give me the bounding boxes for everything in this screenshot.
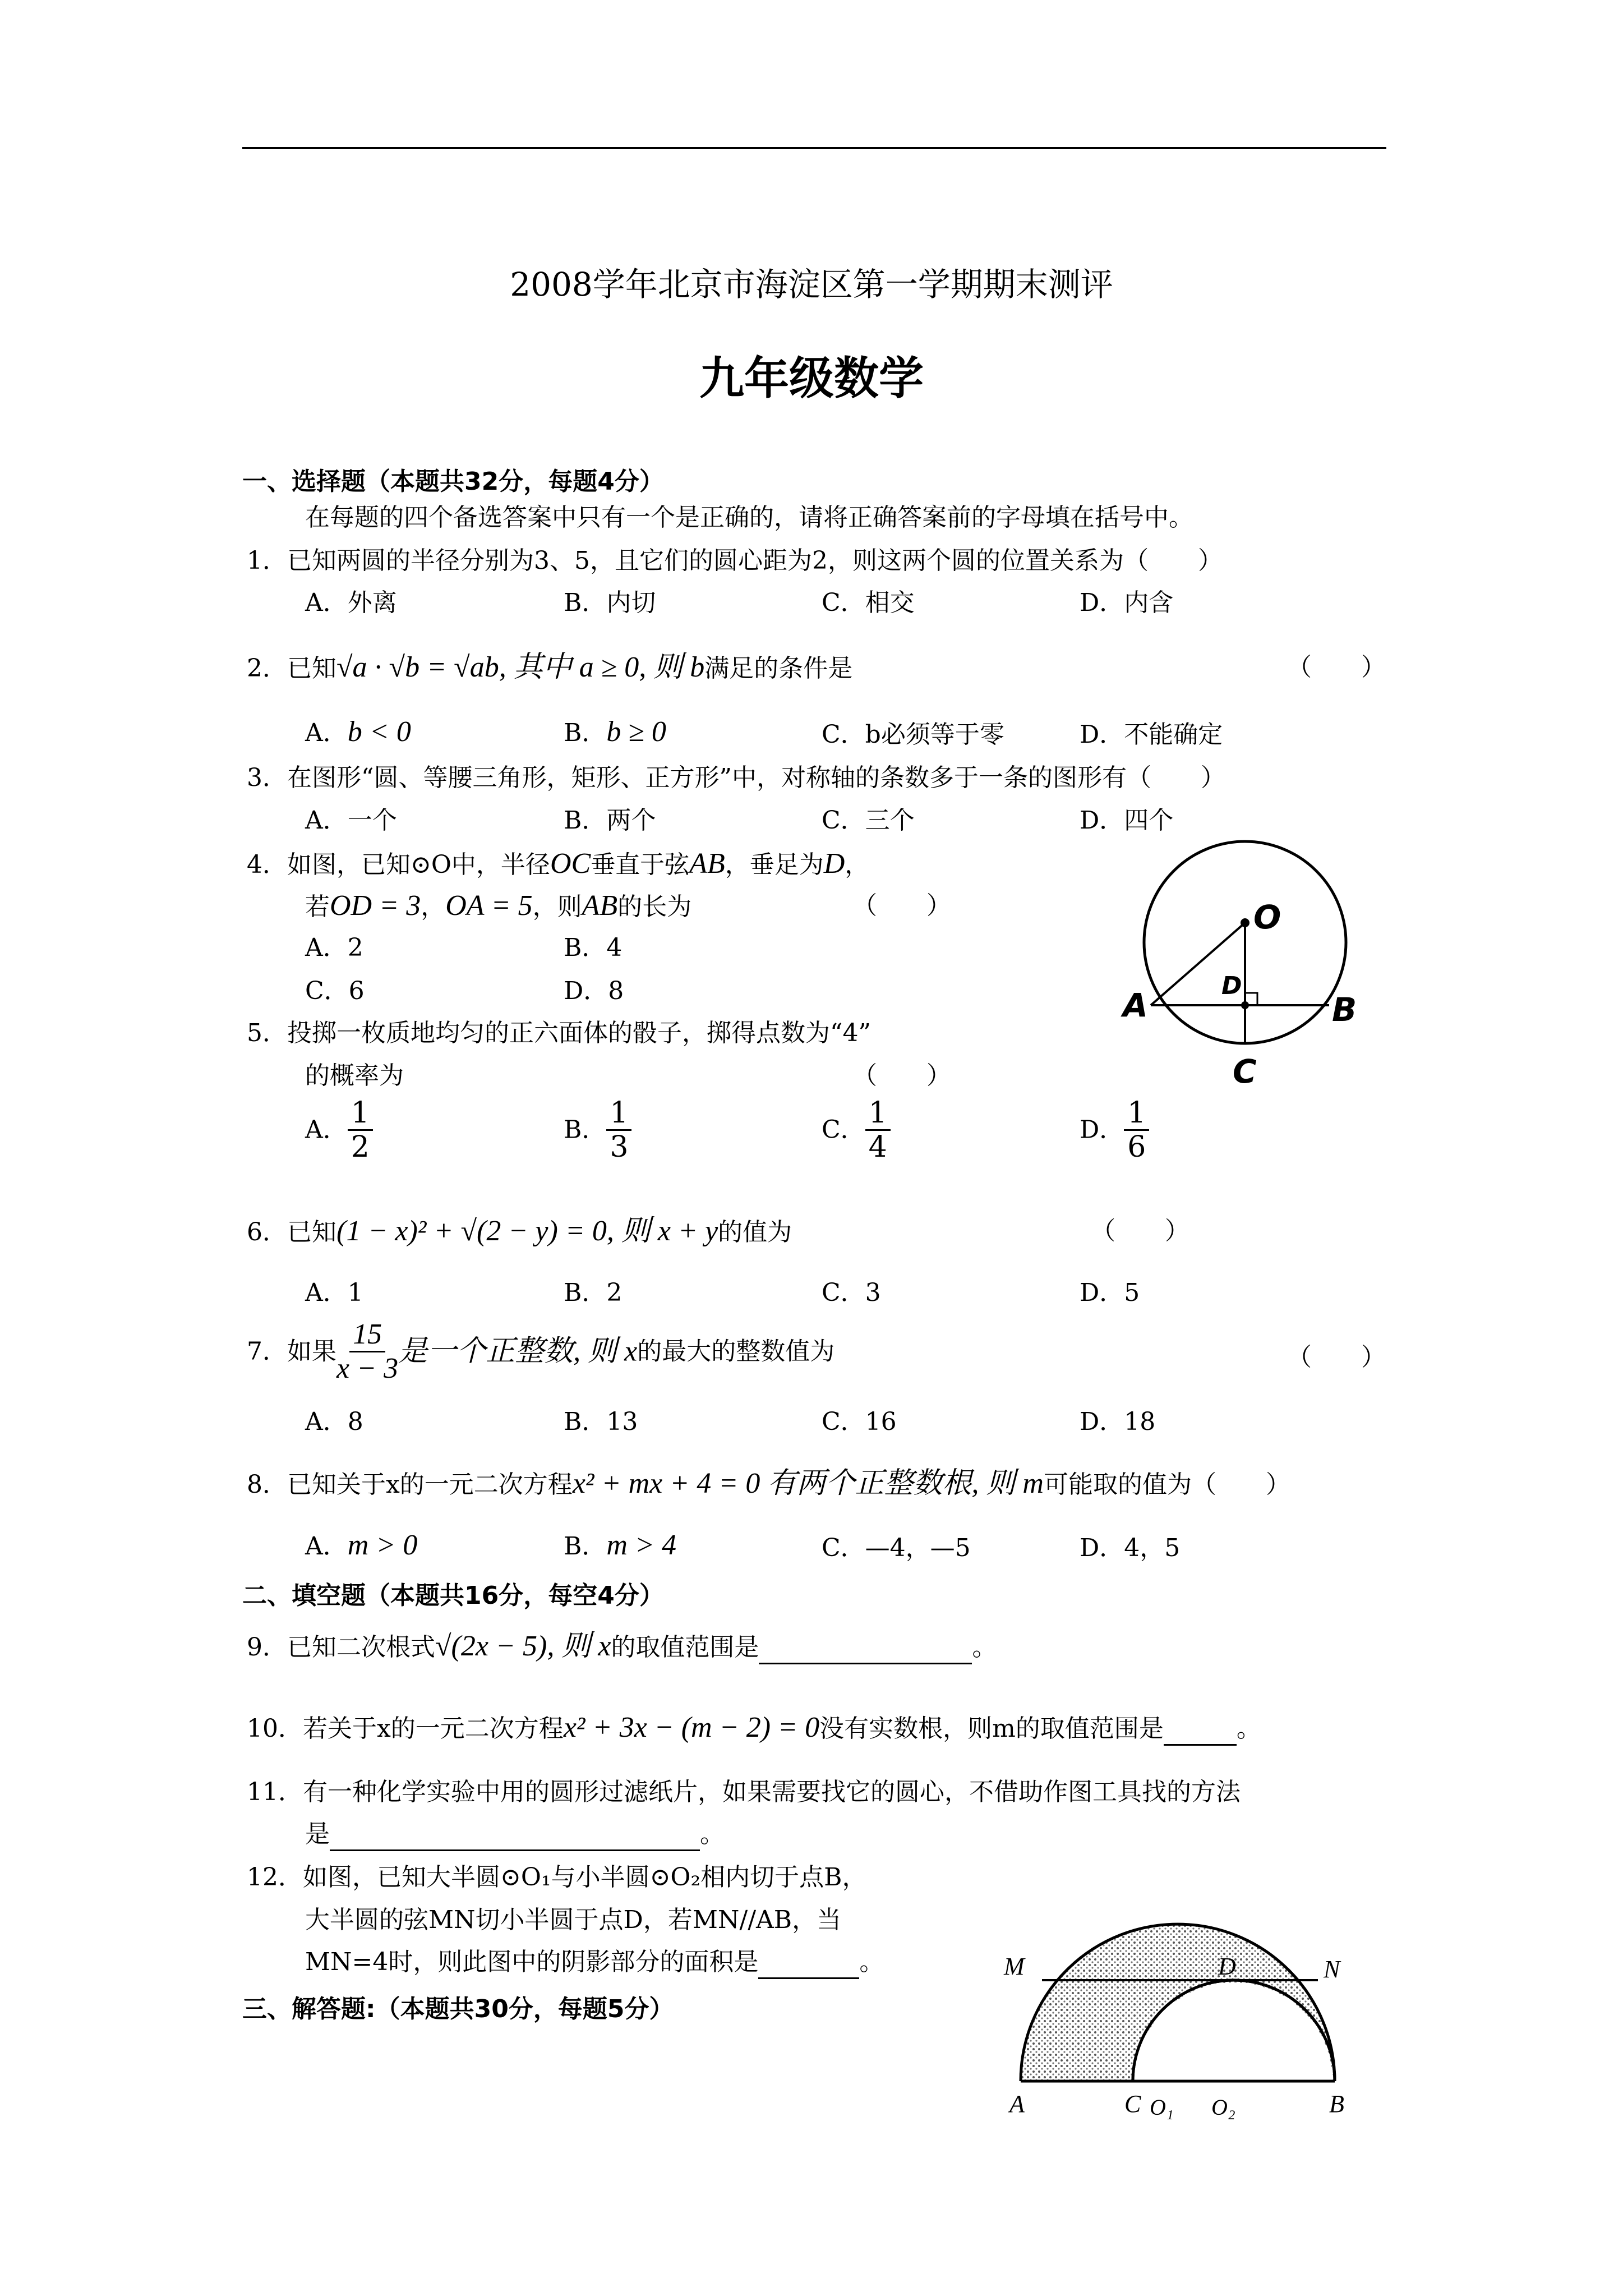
q6-prefix: 6．已知 — [247, 1218, 336, 1246]
q8-option-c: C．—4，—5 — [822, 1534, 971, 1562]
q5-option-a-fraction — [348, 1097, 373, 1163]
q5-option-a — [305, 1097, 373, 1163]
q5-option-d-label: D． — [1080, 1115, 1124, 1144]
label-b: B — [1332, 991, 1357, 1029]
q7-suffix: 的最大的整数值为 — [637, 1337, 835, 1366]
q11-end: 。 — [700, 1820, 725, 1848]
q4-line2 — [305, 889, 691, 924]
q4-option-a: A．2 — [305, 933, 363, 962]
q7-frac-den: x − 3 — [336, 1352, 399, 1384]
q7-frac-num: 15 — [349, 1318, 385, 1352]
q8-option-a-math: m > 0 — [347, 1529, 418, 1561]
q10-end: 。 — [1236, 1714, 1261, 1743]
q5-option-b-label: B． — [564, 1115, 607, 1144]
q4-line2-prefix: 若 — [305, 892, 330, 921]
q6-option-a: A．1 — [305, 1278, 363, 1307]
q9-answer-blank[interactable] — [759, 1635, 972, 1664]
q8-option-a-label: A． — [305, 1532, 348, 1561]
q12-answer-blank[interactable] — [758, 1949, 859, 1979]
q2-option-c: C．b必须等于零 — [822, 720, 1004, 749]
label-o1: O₁ — [1150, 2095, 1174, 2120]
q11-answer-blank[interactable] — [330, 1821, 700, 1851]
q4-then: ，则 — [532, 892, 582, 921]
q7-option-b: B．13 — [564, 1407, 638, 1436]
q4-perp: 垂直于弦 — [591, 850, 690, 879]
q5-a-den: 2 — [351, 1130, 370, 1164]
q7-option-d: D．18 — [1080, 1407, 1156, 1436]
q10-line — [247, 1711, 1261, 1746]
q5-answer-paren: （ ） — [852, 1061, 951, 1090]
q5-option-c — [822, 1097, 891, 1163]
q4-ab: AB — [689, 848, 725, 880]
q9-math: √(2x − 5), 则 x — [435, 1630, 611, 1662]
q1-text: 1．已知两圆的半径分别为3、5，且它们的圆心距为2，则这两个圆的位置关系为（ ） — [247, 546, 1223, 575]
q5-option-c-fraction — [865, 1097, 891, 1163]
label-b: B — [1329, 2090, 1344, 2118]
q2-math: √a · √b = √ab, 其中 a ≥ 0, 则 b — [336, 651, 705, 683]
label-a: A — [1009, 2090, 1025, 2118]
q4-answer-paren: （ ） — [852, 891, 951, 920]
q4-option-b: B．4 — [564, 933, 623, 962]
q4-comma: ， — [845, 850, 870, 879]
label-d: D — [1218, 1953, 1236, 1980]
q11-line1: 11．有一种化学实验中用的圆形过滤纸片，如果需要找它的圆心，不借助作图工具找的方法 — [247, 1778, 1241, 1806]
q7-line — [247, 1318, 834, 1385]
q3-option-a: A．一个 — [305, 806, 397, 835]
q6-answer-paren: （ ） — [1091, 1217, 1189, 1245]
q1-option-d: D．内含 — [1080, 588, 1174, 617]
q4-oc: OC — [550, 848, 591, 880]
q5-option-b — [564, 1097, 631, 1163]
q11-line2 — [305, 1818, 725, 1851]
q2-line — [247, 651, 852, 685]
label-o2: O₂ — [1211, 2095, 1235, 2120]
q5-option-c-label: C． — [822, 1115, 865, 1144]
q3-text: 3．在图形“圆、等腰三角形，矩形、正方形”中，对称轴的条数多于一条的图形有（ ） — [247, 763, 1225, 792]
q1-option-b: B．内切 — [564, 588, 656, 617]
q12-line1: 12．如图，已知大半圆⊙O₁与小半圆⊙O₂相内切于点B， — [247, 1863, 867, 1892]
q9-line — [247, 1630, 997, 1664]
q5-option-b-fraction — [606, 1097, 631, 1163]
q8-option-d: D．4，5 — [1080, 1534, 1181, 1562]
label-a: A — [1123, 986, 1148, 1024]
q7-prefix: 7．如果 — [247, 1337, 336, 1366]
section1-heading: 一、选择题（本题共32分，每题4分） — [242, 467, 664, 496]
label-m: M — [1004, 1953, 1025, 1980]
q10-answer-blank[interactable] — [1164, 1716, 1237, 1746]
q2-prefix: 2．已知 — [247, 654, 336, 683]
q12-line3 — [305, 1945, 884, 1979]
q11-line2-prefix: 是 — [305, 1820, 330, 1848]
q2-option-d: D．不能确定 — [1080, 720, 1223, 749]
q6-line — [247, 1214, 792, 1249]
q5-b-den: 3 — [610, 1130, 629, 1164]
q7-fraction — [336, 1318, 398, 1385]
q2-option-b-label: B． — [564, 719, 607, 747]
q8-option-a — [305, 1529, 417, 1563]
q8-option-b-label: B． — [564, 1532, 607, 1561]
q2-option-a-math: b < 0 — [347, 716, 411, 748]
q7-middle: 是一个正整数, 则 x — [398, 1335, 638, 1368]
label-c: C — [1124, 2090, 1141, 2118]
q7-option-a: A．8 — [305, 1407, 363, 1436]
q12-line2: 大半圆的弦MN切小半圆于点D，若MN//AB，当 — [305, 1906, 842, 1934]
q5-c-num: 1 — [865, 1097, 891, 1131]
q4-oa: OA = 5 — [445, 890, 533, 922]
q2-option-a — [305, 715, 411, 750]
q8-line — [247, 1467, 1290, 1502]
q5-line1: 5．投掷一枚质地均匀的正六面体的骰子，掷得点数为“4” — [247, 1019, 871, 1047]
q6-option-c: C．3 — [822, 1278, 881, 1307]
point-d — [1241, 1001, 1249, 1009]
section2-heading: 二、填空题（本题共16分，每空4分） — [242, 1581, 664, 1610]
q3-option-d: D．四个 — [1080, 806, 1174, 835]
q4-d: D — [823, 848, 845, 880]
q5-d-num: 1 — [1124, 1097, 1149, 1131]
top-rule — [242, 147, 1386, 149]
q4-line1-text: 4．如图，已知⊙O中，半径 — [247, 850, 550, 879]
q10-suffix: 没有实数根，则m的取值范围是 — [819, 1714, 1164, 1743]
q4-ab-2: AB — [582, 890, 618, 922]
point-o — [1241, 918, 1249, 927]
q4-foot: ，垂足为 — [725, 850, 824, 879]
q6-suffix: 的值为 — [718, 1218, 792, 1246]
q12-line3-prefix: MN=4时，则此图中的阴影部分的面积是 — [305, 1948, 759, 1976]
q8-option-b — [564, 1529, 676, 1563]
q2-option-b — [564, 715, 666, 750]
q8-prefix: 8．已知关于x的一元二次方程 — [247, 1470, 573, 1499]
q5-line2: 的概率为 — [305, 1061, 404, 1090]
label-n: N — [1324, 1955, 1340, 1983]
q7-option-c: C．16 — [822, 1407, 897, 1436]
q8-math: x² + mx + 4 = 0 有两个正整数根, 则 m — [572, 1467, 1044, 1499]
q8-option-b-math: m > 4 — [606, 1529, 676, 1561]
q6-option-d: D．5 — [1080, 1278, 1140, 1307]
q5-b-num: 1 — [606, 1097, 631, 1131]
q5-option-d — [1080, 1097, 1149, 1163]
exam-title: 2008学年北京市海淀区第一学期期末测评 — [510, 265, 1113, 303]
q4-len: 的长为 — [617, 892, 692, 921]
q4-od: OD = 3 — [330, 890, 421, 922]
q9-prefix: 9．已知二次根式 — [247, 1633, 435, 1662]
label-d: D — [1221, 972, 1242, 1000]
q5-d-den: 6 — [1127, 1130, 1146, 1164]
q12-semicircle-figure — [998, 1907, 1357, 2132]
q5-option-d-fraction — [1124, 1097, 1149, 1163]
q9-end: 。 — [972, 1633, 997, 1662]
label-c: C — [1233, 1052, 1257, 1091]
q2-suffix: 满足的条件是 — [704, 654, 853, 683]
q5-a-num: 1 — [348, 1097, 373, 1131]
subject-title: 九年级数学 — [699, 352, 924, 404]
q9-suffix: 的取值范围是 — [611, 1633, 759, 1662]
q4-line2-comma: ， — [421, 892, 446, 921]
section3-heading: 三、解答题:（本题共30分，每题5分） — [242, 1995, 674, 2023]
q2-answer-paren: （ ） — [1287, 653, 1386, 682]
q8-suffix: 可能取的值为（ ） — [1043, 1470, 1290, 1499]
q1-option-c: C．相交 — [822, 588, 915, 617]
q5-option-a-label: A． — [305, 1115, 348, 1144]
q10-math: x² + 3x − (m − 2) = 0 — [563, 1711, 820, 1743]
q4-circle-figure — [1099, 830, 1413, 1122]
q6-math: (1 − x)² + √(2 − y) = 0, 则 x + y — [336, 1215, 718, 1247]
q2-option-a-label: A． — [305, 719, 348, 747]
q1-option-a: A．外离 — [305, 588, 397, 617]
q4-option-d: D．8 — [564, 977, 624, 1005]
q4-option-c: C．6 — [305, 977, 365, 1005]
label-o: O — [1253, 898, 1281, 936]
q4-line1 — [247, 847, 869, 882]
q10-prefix: 10．若关于x的一元二次方程 — [247, 1714, 564, 1743]
q3-option-c: C．三个 — [822, 806, 915, 835]
q7-answer-paren: （ ） — [1287, 1343, 1386, 1372]
q12-end: 。 — [859, 1948, 884, 1976]
q3-option-b: B．两个 — [564, 806, 656, 835]
q5-c-den: 4 — [868, 1130, 887, 1164]
section1-instruction: 在每题的四个备选答案中只有一个是正确的，请将正确答案前的字母填在括号中。 — [305, 503, 1193, 532]
q2-option-b-math: b ≥ 0 — [606, 716, 666, 748]
q6-option-b: B．2 — [564, 1278, 623, 1307]
